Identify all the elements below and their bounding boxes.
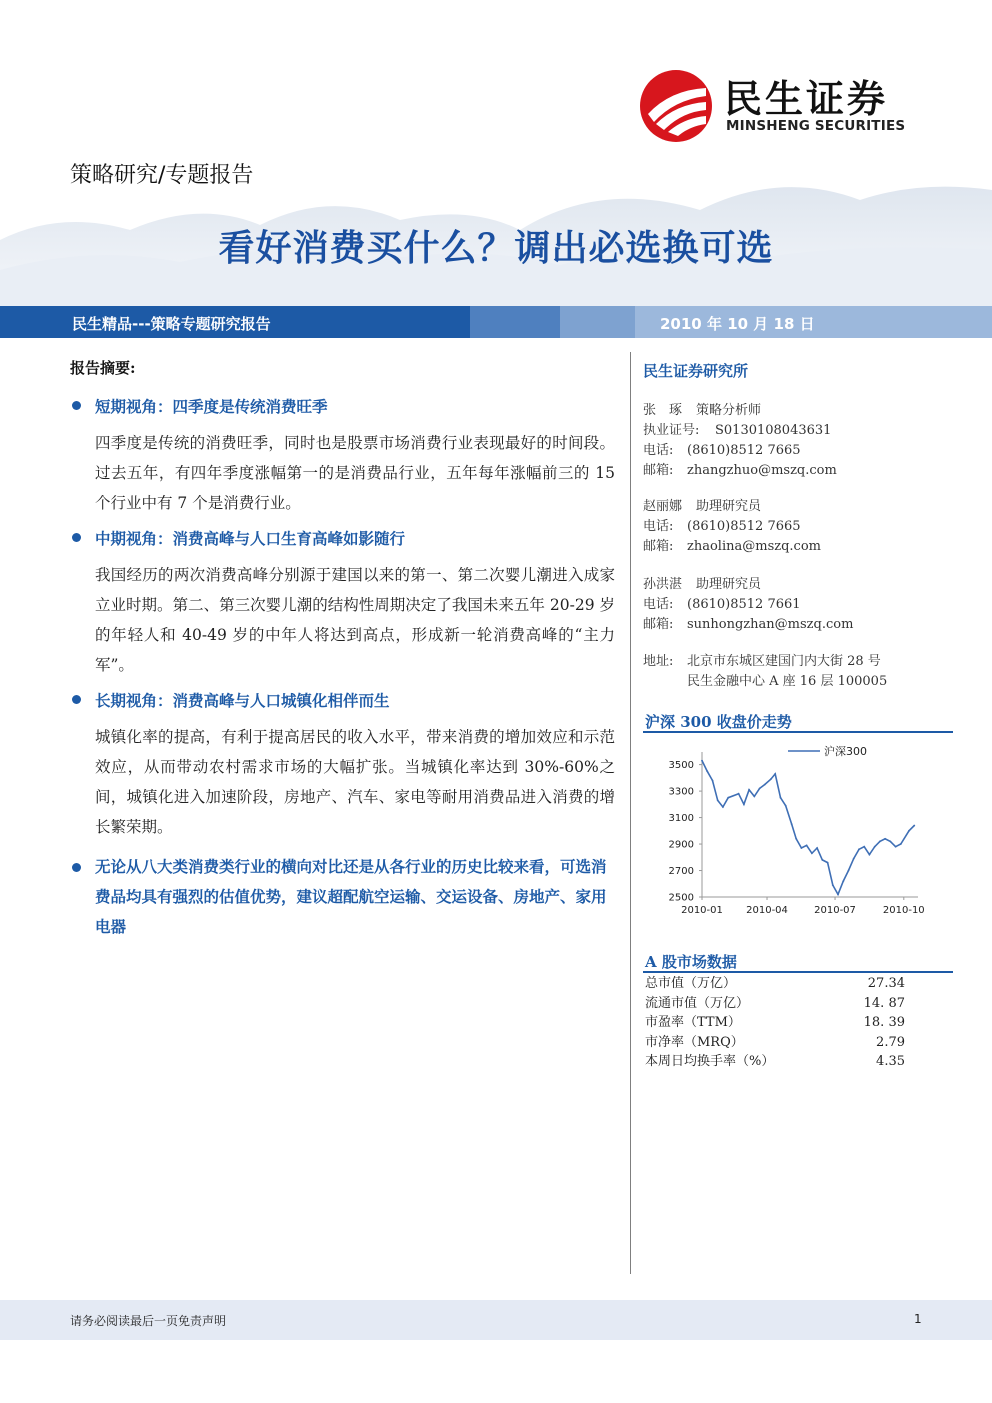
data-point	[874, 846, 876, 848]
logo-emblem-icon	[640, 70, 712, 142]
analyst-name: 张 琢	[643, 403, 683, 418]
data-point	[908, 830, 910, 832]
metric-label: 市净率（MRQ）	[645, 1034, 744, 1050]
data-point	[748, 789, 750, 791]
data-point	[853, 858, 855, 860]
data-point	[816, 847, 818, 849]
report-title: 看好消费买什么？调出必选换可选	[218, 228, 774, 269]
section-heading-text: 长期视角：消费高峰与人口城镇化相伴而生	[95, 691, 390, 710]
section-body-short-term: 四季度是传统的消费旺季，同时也是股票市场消费行业表现最好的时间段。过去五年，有四年季度涨幅第一的是消费品行业，五年每年涨幅前三的 15 个行业中有 7 个是消费行业。	[95, 434, 615, 512]
data-point	[706, 770, 708, 772]
data-point	[858, 848, 860, 850]
data-point	[884, 838, 886, 840]
logo-chinese-name: 民生证券	[724, 77, 889, 121]
report-category: 策略研究/专题报告	[70, 163, 254, 188]
email-link[interactable]: sunhongzhan@mszq.com	[687, 617, 854, 632]
data-point	[811, 852, 813, 854]
logo-english-name: MINSHENG SECURITIES	[726, 118, 906, 134]
metric-label: 市盈率（TTM）	[645, 1015, 741, 1031]
contact-key: 电话:	[643, 597, 674, 612]
conclusion-text: 无论从八大类消费类行业的横向对比还是从各行业的历史比较来看，可选消费品均具有强烈的估值优势，建议超配航空运输、交运设备、房地产、家用电器	[95, 857, 607, 936]
data-point	[795, 838, 797, 840]
phone-number: (8610)8512 7661	[687, 597, 801, 612]
section-body-long-term: 城镇化率的提高，有利于提高居民的收入水平，带来消费的增加效应和示范效应，从而带动农村需求市场的大幅扩张。当城镇化率达到 30%-60%之间，城镇化进入加速阶段，房地产、汽车、家电等耐用消费品进入消费的增长繁荣期。	[95, 728, 615, 836]
page-footer	[0, 1300, 992, 1340]
bullet-icon	[72, 863, 81, 872]
data-point	[764, 784, 766, 786]
analyst-name: 孙洪湛	[643, 577, 683, 592]
data-point	[774, 773, 776, 775]
data-point	[821, 859, 823, 861]
analyst-contact	[643, 401, 837, 481]
section-heading-mid-term	[72, 529, 405, 549]
summary-label: 报告摘要:	[70, 359, 136, 377]
institute-name: 民生证券研究所	[643, 362, 749, 380]
metric-label: 总市值（万亿）	[645, 976, 737, 991]
data-point	[770, 778, 772, 780]
data-point	[895, 846, 897, 848]
section-heading-short-term	[72, 397, 328, 417]
email-link[interactable]: zhangzhuo@mszq.com	[687, 463, 837, 478]
section-heading-text: 中期视角：消费高峰与人口生育高峰如影随行	[95, 529, 406, 548]
data-point	[701, 760, 703, 762]
page-number: 1	[914, 1312, 922, 1326]
section-heading-text: 短期视角：四季度是传统消费旺季	[95, 397, 328, 416]
metric-value: 2.79	[876, 1034, 905, 1050]
analyst-role: 助理研究员	[696, 577, 762, 592]
disclaimer-note: 请务必阅读最后一页免责声明	[70, 1314, 227, 1328]
title-banner	[0, 306, 992, 338]
data-point	[869, 854, 871, 856]
data-point	[743, 803, 745, 805]
analyst-contact	[643, 575, 853, 635]
market-section-title: A 股市场数据	[645, 953, 737, 971]
report-date: 2010 年 10 月 18 日	[660, 315, 815, 333]
banner-stripe	[470, 306, 560, 338]
data-point	[913, 825, 915, 827]
data-point	[722, 806, 724, 808]
address-line: 北京市东城区建国门内大街 28 号	[687, 654, 881, 669]
y-tick-label: 3300	[668, 786, 694, 798]
data-point	[863, 846, 865, 848]
section-underline	[643, 731, 953, 733]
hs300-price-chart	[660, 740, 950, 925]
metric-value: 18. 39	[863, 1015, 905, 1031]
data-point	[848, 870, 850, 872]
contact-key: 电话:	[643, 443, 674, 458]
data-point	[879, 841, 881, 843]
market-data-table	[645, 974, 905, 1072]
table-row	[645, 974, 905, 994]
x-tick-label: 2010-04	[746, 905, 788, 916]
y-tick-label: 3100	[668, 813, 694, 825]
contact-key: 电话:	[643, 519, 674, 534]
table-row	[645, 994, 905, 1014]
data-point	[827, 862, 829, 864]
legend-label: 沪深300	[824, 745, 867, 758]
data-point	[842, 880, 844, 882]
data-point	[738, 793, 740, 795]
y-tick-label: 3500	[668, 760, 694, 772]
y-tick-label: 2700	[668, 866, 694, 878]
phone-number: (8610)8512 7665	[687, 443, 801, 458]
data-point	[806, 845, 808, 847]
data-point	[801, 847, 803, 849]
contact-key: 邮箱:	[643, 539, 674, 554]
data-point	[785, 805, 787, 807]
x-tick-label: 2010-10	[882, 905, 925, 916]
section-underline	[643, 971, 953, 973]
x-tick-label: 2010-01	[681, 905, 723, 916]
data-point	[753, 796, 755, 798]
analyst-name: 赵丽娜	[643, 499, 683, 514]
contact-key: 执业证号:	[643, 423, 700, 438]
analyst-contact	[643, 497, 821, 557]
analyst-role: 策略分析师	[696, 403, 762, 418]
analyst-role: 助理研究员	[696, 499, 762, 514]
data-point	[832, 884, 834, 886]
bullet-icon	[72, 533, 81, 542]
metric-label: 流通市值（万亿）	[645, 995, 750, 1011]
institute-address	[643, 652, 887, 692]
data-point	[712, 780, 714, 782]
y-tick-label: 2900	[668, 839, 694, 851]
phone-number: (8610)8512 7665	[687, 519, 801, 534]
contact-key: 邮箱:	[643, 463, 674, 478]
metric-value: 14. 87	[863, 995, 905, 1011]
data-point	[837, 894, 839, 896]
chart-section-title: 沪深 300 收盘价走势	[645, 713, 792, 731]
section-heading-long-term	[72, 691, 390, 711]
data-point	[900, 843, 902, 845]
license-number: S0130108043631	[715, 423, 832, 438]
email-link[interactable]: zhaolina@mszq.com	[687, 539, 821, 554]
bullet-icon	[72, 695, 81, 704]
table-row	[645, 1033, 905, 1053]
metric-value: 4.35	[876, 1054, 905, 1070]
y-tick-label: 2500	[668, 892, 694, 904]
metric-label: 本周日均换手率（%）	[645, 1054, 775, 1070]
data-point	[791, 823, 793, 825]
address-label: 地址:	[643, 654, 674, 669]
x-tick-label: 2010-07	[814, 905, 856, 916]
table-row	[645, 1052, 905, 1072]
contact-key: 邮箱:	[643, 617, 674, 632]
series-line-hs300	[702, 761, 914, 895]
data-point	[780, 797, 782, 799]
banner-series-label: 民生精品---策略专题研究报告	[72, 315, 271, 333]
data-point	[889, 841, 891, 843]
metric-value: 27.34	[867, 976, 905, 991]
data-point	[717, 800, 719, 802]
table-row	[645, 1013, 905, 1033]
bullet-icon	[72, 401, 81, 410]
data-point	[727, 797, 729, 799]
data-point	[759, 788, 761, 790]
banner-stripe	[560, 306, 635, 338]
minsheng-logo	[640, 62, 930, 152]
address-line: 民生金融中心 A 座 16 层 100005	[687, 674, 888, 689]
column-divider	[630, 352, 631, 1274]
section-body-mid-term: 我国经历的两次消费高峰分别源于建国以来的第一、第二次婴儿潮进入成家立业时期。第二、第三次婴儿潮的结构性周期决定了我国未来五年 20-29 岁的年轻人和 40-49 岁的中年人将达到高点，形成新一轮消费高峰的“主力军”。	[95, 566, 615, 674]
